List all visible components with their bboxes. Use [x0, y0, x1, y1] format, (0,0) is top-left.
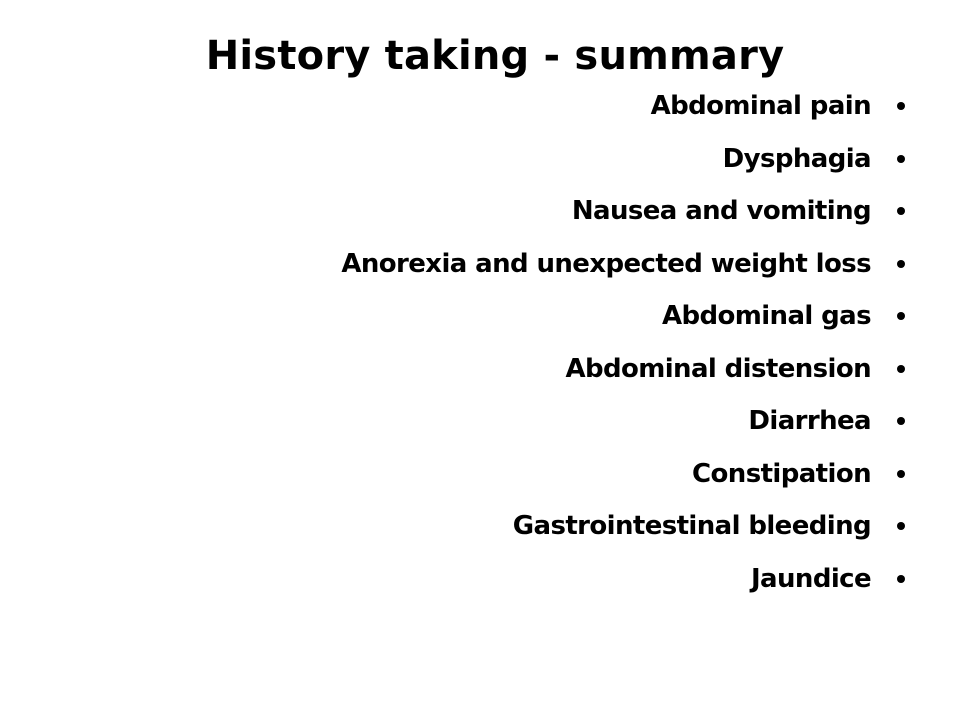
list-item — [60, 185, 905, 238]
bullet-text: Dysphagia — [722, 143, 871, 174]
bullet-dot-icon — [897, 522, 905, 530]
bullet-dot-icon — [897, 365, 905, 373]
bullet-text: Diarrhea — [748, 406, 871, 437]
list-item — [60, 238, 905, 291]
slide-title: History taking - summary — [205, 33, 785, 79]
bullet-text: Anorexia and unexpected weight loss — [341, 248, 871, 279]
bullet-dot-icon — [897, 207, 905, 215]
bullet-text: Gastrointestinal bleeding — [512, 511, 871, 542]
list-item — [60, 80, 905, 133]
bullet-list — [60, 80, 905, 605]
bullet-dot-icon — [897, 260, 905, 268]
bullet-dot-icon — [897, 470, 905, 478]
bullet-dot-icon — [897, 312, 905, 320]
bullet-text: Abdominal gas — [661, 301, 871, 332]
bullet-text: Jaundice — [750, 563, 871, 594]
bullet-text: Abdominal distension — [565, 353, 871, 384]
list-item — [60, 290, 905, 343]
list-item — [60, 343, 905, 396]
bullet-text: Constipation — [692, 458, 871, 489]
bullet-dot-icon — [897, 102, 905, 110]
list-item — [60, 500, 905, 553]
list-item — [60, 448, 905, 501]
bullet-text: Nausea and vomiting — [571, 196, 871, 227]
list-item — [60, 553, 905, 606]
bullet-dot-icon — [897, 575, 905, 583]
bullet-dot-icon — [897, 155, 905, 163]
list-item — [60, 133, 905, 186]
bullet-dot-icon — [897, 417, 905, 425]
bullet-text: Abdominal pain — [650, 91, 871, 122]
list-item — [60, 395, 905, 448]
